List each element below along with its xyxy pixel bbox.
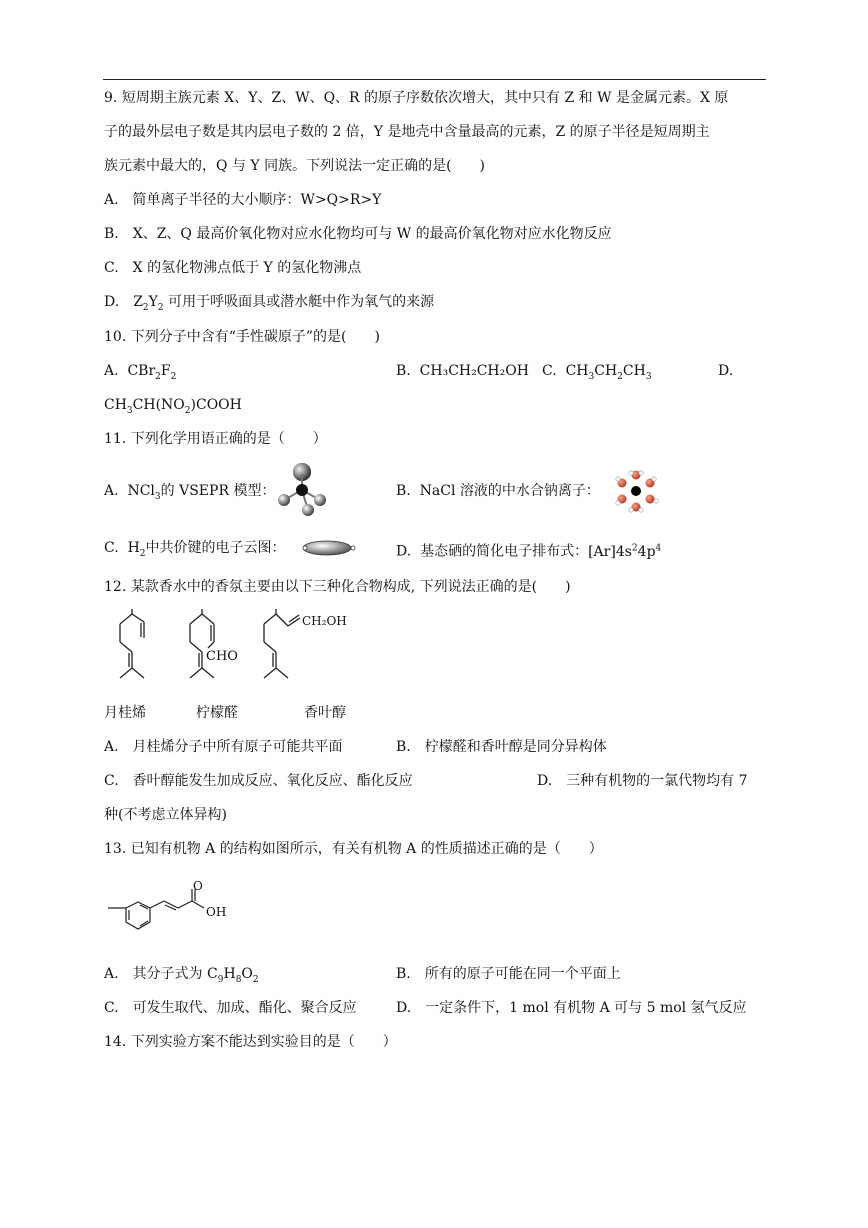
z2y2-formula: $Z_2Y_2$: [133, 294, 164, 313]
ncl3-formula: NCl$_3$: [127, 483, 161, 502]
q12-option-d: D. 三种有机物的一氯代物均有 7: [537, 773, 748, 789]
q11-option-b-text: NaCl 溶液的中水合钠离子：: [419, 483, 600, 499]
q13-option-b: B. 所有的原子可能在同一个平面上: [396, 966, 621, 982]
header-rule: [103, 79, 766, 80]
q10-option-c-label: C.: [542, 363, 557, 379]
q12-option-b: B. 柠檬醛和香叶醇是同分异构体: [396, 739, 607, 755]
q12-stem: 12. 某款香水中的香氛主要由以下三种化合物构成, 下列说法正确的是( ): [104, 579, 571, 595]
q10-option-a: [104, 361, 176, 387]
q9-option-d-text: 可用于呼吸面具或潜水艇中作为氧气的来源: [168, 294, 435, 310]
q11-option-d-text: 基态硒的简化电子排布式：: [420, 543, 589, 560]
q10-option-c: [542, 361, 652, 387]
q10-option-a-label: A.: [104, 363, 119, 379]
q11-option-d-prefix: D.: [396, 543, 412, 560]
ch2oh-group-label: CH₂OH: [302, 614, 347, 628]
q10-option-b-label: B.: [396, 363, 411, 379]
q13-option-c: C. 可发生取代、加成、酯化、聚合反应: [104, 1000, 357, 1016]
propane-formula: $CH_3CH_2CH_3$: [565, 363, 652, 382]
q11-option-c-text: 中共价键的电子云图：: [145, 540, 286, 556]
q9-stem-line-1: 9. 短周期主族元素 X、Y、Z、W、Q、R 的原子序数依次增大，其中只有 Z 和 W 是金属元素。X 原: [104, 90, 729, 106]
q9-option-c: C. X 的氢化物沸点低于 Y 的氢化物沸点: [104, 260, 362, 276]
cho-group-label: CHO: [206, 649, 238, 664]
q12-option-d-continued: 种(不考虑立体异构): [104, 807, 227, 823]
q11-option-b-prefix: B.: [396, 483, 411, 499]
q14-stem: 14. 下列实验方案不能达到实验目的是（ ）: [104, 1034, 397, 1050]
q9-stem-line-2: 子的最外层电子数是其内层电子数的 2 倍，Y 是地壳中含量最高的元素，Z 的原子半径是短周期主: [104, 124, 710, 140]
q11-option-b: [396, 481, 600, 501]
q10-option-d-label: D.: [718, 363, 734, 379]
hydroxyl-label: OH: [206, 905, 227, 919]
nitro-acid-formula: $CH_3CH(NO_2)COOH$: [104, 397, 242, 416]
q13-option-a-prefix: A. 其分子式为: [104, 966, 208, 982]
q11-option-d: [396, 538, 661, 562]
q11-option-a-prefix: A.: [104, 483, 119, 499]
q11-option-c: [104, 538, 286, 564]
q11-option-a: [104, 481, 275, 507]
myrcene-structure: [108, 608, 158, 688]
q13-option-a: [104, 964, 259, 990]
q10-stem: 10. 下列分子中含有“手性碳原子”的是( ): [104, 329, 380, 345]
electron-cloud-diagram: [300, 538, 358, 558]
q9-option-d: [104, 292, 434, 318]
selenium-configuration: $[Ar]4s^24p^4$: [588, 543, 662, 560]
q9-option-d-prefix: D.: [104, 294, 134, 310]
compound-name-citral: 柠檬醛: [196, 705, 238, 721]
q9-option-a: A. 简单离子半径的大小顺序：W>Q>R>Y: [104, 192, 382, 208]
q13-stem: 13. 已知有机物 A 的结构如图所示，有关有机物 A 的性质描述正确的是（ ）: [104, 841, 603, 857]
q12-option-c: C. 香叶醇能发生加成反应、氧化反应、酯化反应: [104, 773, 413, 789]
compound-name-myrcene: 月桂烯: [104, 705, 146, 721]
q12-option-a: A. 月桂烯分子中所有原子可能共平面: [104, 739, 343, 755]
q10-option-b: [396, 361, 529, 381]
q11-option-a-text: 的 VSEPR 模型：: [160, 483, 276, 499]
oxygen-atom-label: O: [193, 879, 203, 893]
compound-name-geraniol: 香叶醇: [304, 705, 346, 721]
q11-option-c-prefix: C.: [104, 540, 119, 556]
q11-stem: 11. 下列化学用语正确的是（ ）: [104, 431, 327, 447]
q9-option-b: B. X、Z、Q 最高价氧化物对应水化物均可与 W 的最高价氧化物对应水化物反应: [104, 226, 612, 242]
h2-formula: $H_2$: [127, 540, 146, 559]
c9h8o2-formula: $C_9H_8O_2$: [207, 966, 259, 985]
propanol-formula: CH₃CH₂CH₂OH: [419, 363, 529, 379]
q13-option-d: D. 一定条件下，1 mol 有机物 A 可与 5 mol 氢气反应: [396, 1000, 747, 1016]
vsepr-model-diagram: [272, 462, 332, 518]
hydrated-sodium-ion-diagram: [614, 468, 664, 514]
cbr2f2-formula: $CBr_2F_2$: [127, 363, 177, 382]
q9-stem-line-3: 族元素中最大的，Q 与 Y 同族。下列说法一定正确的是( ): [104, 158, 485, 174]
